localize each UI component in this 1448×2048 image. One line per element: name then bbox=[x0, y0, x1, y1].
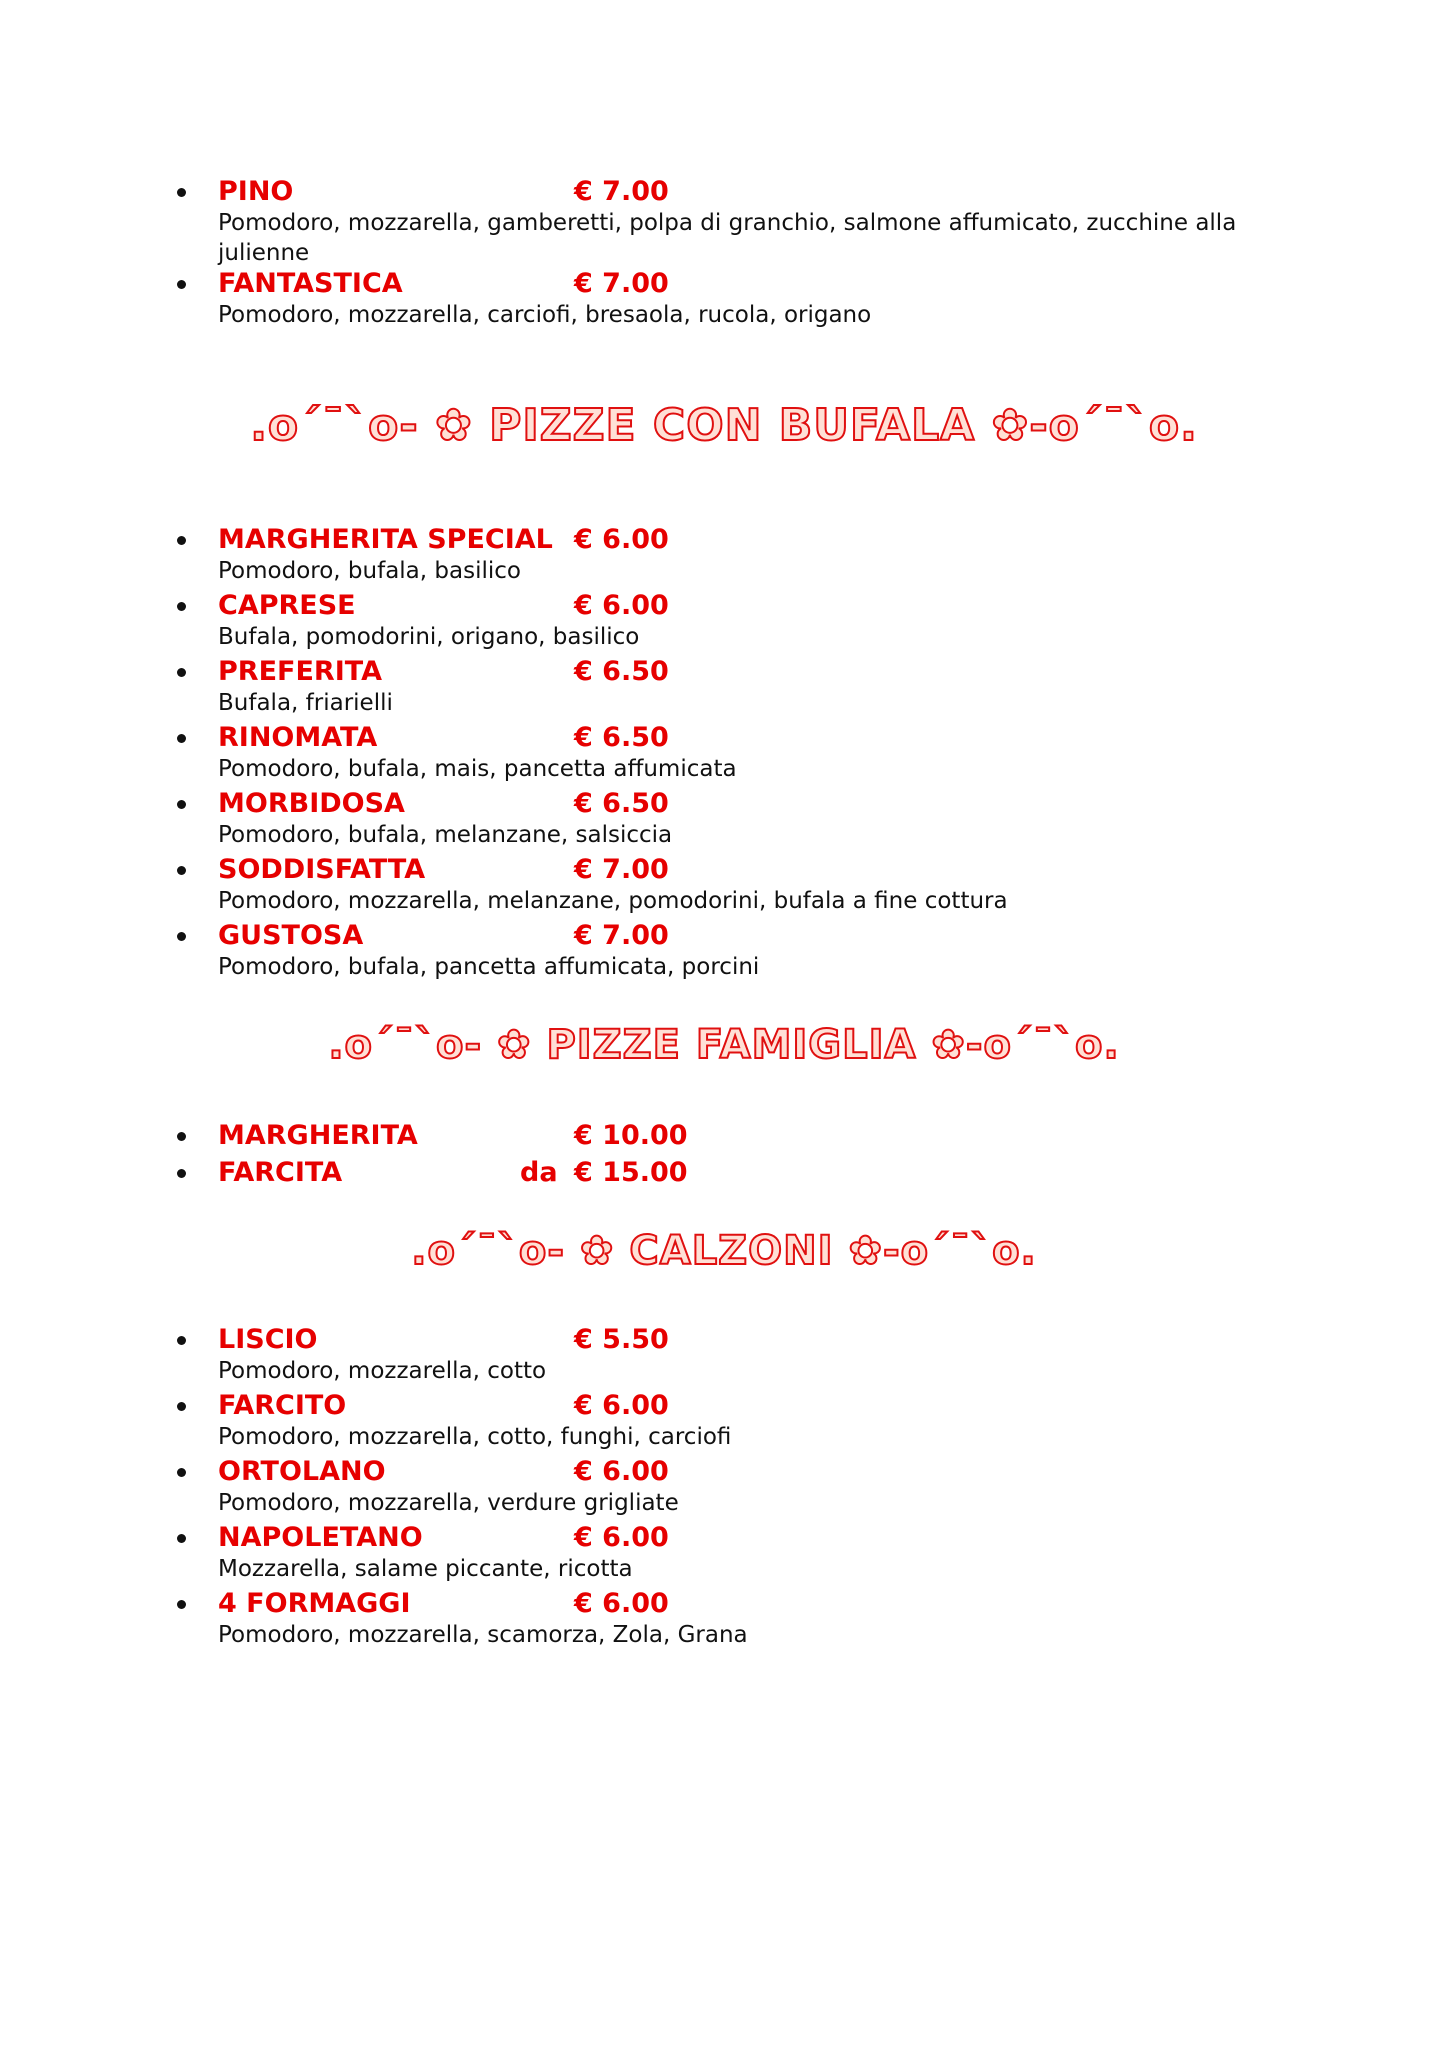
item-price: € 7.00 bbox=[574, 920, 669, 951]
item-price: € 7.00 bbox=[574, 176, 669, 207]
menu-item bbox=[0, 176, 1448, 268]
item-price: € 6.00 bbox=[574, 1390, 669, 1421]
menu-item bbox=[0, 268, 1448, 330]
item-name: FARCITA bbox=[218, 1157, 343, 1188]
bullet-icon bbox=[177, 1534, 186, 1543]
bullet-icon bbox=[177, 1600, 186, 1609]
menu-item bbox=[0, 590, 1448, 656]
menu-item bbox=[0, 1390, 1448, 1456]
item-description: Pomodoro, mozzarella, cotto, funghi, carciofi bbox=[218, 1424, 732, 1450]
item-name: MARGHERITA SPECIAL bbox=[218, 524, 553, 555]
item-price: € 6.50 bbox=[574, 656, 669, 687]
item-description: Mozzarella, salame piccante, ricotta bbox=[218, 1556, 633, 1582]
item-description: Bufala, pomodorini, origano, basilico bbox=[218, 624, 640, 650]
item-name: MORBIDOSA bbox=[218, 788, 405, 819]
menu-item bbox=[0, 722, 1448, 788]
menu-item bbox=[0, 920, 1448, 986]
menu-list-bufala bbox=[0, 524, 1448, 986]
item-price: € 15.00 bbox=[574, 1157, 688, 1188]
item-name: RINOMATA bbox=[218, 722, 378, 753]
bullet-icon bbox=[177, 188, 186, 197]
item-heading bbox=[218, 1390, 669, 1422]
item-price: € 6.50 bbox=[574, 788, 669, 819]
menu-item bbox=[0, 1456, 1448, 1522]
item-price: € 7.00 bbox=[574, 854, 669, 885]
bullet-icon bbox=[177, 734, 186, 743]
bullet-icon bbox=[177, 1169, 186, 1178]
bullet-icon bbox=[177, 1402, 186, 1411]
menu-item bbox=[0, 854, 1448, 920]
item-heading bbox=[218, 1588, 669, 1620]
item-heading bbox=[218, 656, 669, 688]
bullet-icon bbox=[177, 536, 186, 545]
item-heading bbox=[218, 1456, 669, 1488]
item-name: LISCIO bbox=[218, 1324, 318, 1355]
bullet-icon bbox=[177, 280, 186, 289]
item-description: Pomodoro, bufala, mais, pancetta affumicata bbox=[218, 756, 737, 782]
item-description: Pomodoro, mozzarella, cotto bbox=[218, 1358, 547, 1384]
item-price: € 6.00 bbox=[574, 1588, 669, 1619]
section-title-calzoni: .o´¯`o- ✿ CALZONI ✿-o´¯`o. bbox=[411, 1228, 1037, 1274]
bullet-icon bbox=[177, 1336, 186, 1345]
bullet-icon bbox=[177, 668, 186, 677]
item-description: Pomodoro, mozzarella, carciofi, bresaola, rucola, origano bbox=[218, 302, 872, 328]
item-name: FANTASTICA bbox=[218, 268, 403, 299]
item-price: € 6.50 bbox=[574, 722, 669, 753]
menu-item bbox=[0, 524, 1448, 590]
bullet-icon bbox=[177, 602, 186, 611]
item-description: Pomodoro, mozzarella, melanzane, pomodorini, bufala a fine cottura bbox=[218, 888, 1008, 914]
item-description: Bufala, friarielli bbox=[218, 690, 393, 716]
item-description: Pomodoro, mozzarella, verdure grigliate bbox=[218, 1490, 679, 1516]
bullet-icon bbox=[177, 800, 186, 809]
item-name: SODDISFATTA bbox=[218, 854, 426, 885]
item-heading bbox=[218, 1120, 688, 1152]
item-heading bbox=[218, 590, 669, 622]
item-description: Pomodoro, mozzarella, gamberetti, polpa di granchio, salmone affumicato, zucchine alla julienne bbox=[218, 210, 1237, 266]
item-heading bbox=[218, 722, 669, 754]
bullet-icon bbox=[177, 1132, 186, 1141]
item-description: Pomodoro, mozzarella, scamorza, Zola, Grana bbox=[218, 1622, 748, 1648]
item-name: GUSTOSA bbox=[218, 920, 364, 951]
item-heading bbox=[218, 268, 669, 300]
item-price: € 10.00 bbox=[574, 1120, 688, 1151]
item-name: ORTOLANO bbox=[218, 1456, 386, 1487]
bullet-icon bbox=[177, 866, 186, 875]
item-description: Pomodoro, bufala, basilico bbox=[218, 558, 521, 584]
item-heading bbox=[218, 854, 669, 886]
item-price: € 6.00 bbox=[574, 524, 669, 555]
menu-item bbox=[0, 1324, 1448, 1390]
bullet-icon bbox=[177, 932, 186, 941]
item-heading bbox=[218, 1522, 669, 1554]
item-name: FARCITO bbox=[218, 1390, 347, 1421]
menu-item bbox=[0, 1588, 1448, 1654]
menu-list-calzoni bbox=[0, 1324, 1448, 1654]
item-price: € 7.00 bbox=[574, 268, 669, 299]
menu-item bbox=[0, 1157, 1448, 1194]
section-title-bufala: .o´¯`o- ✿ PIZZE CON BUFALA ✿-o´¯`o. bbox=[250, 400, 1198, 451]
menu-list-famiglia bbox=[0, 1120, 1448, 1194]
bullet-icon bbox=[177, 1468, 186, 1477]
menu-list-top bbox=[0, 176, 1448, 330]
item-name: PREFERITA bbox=[218, 656, 382, 687]
item-heading bbox=[218, 920, 669, 952]
item-heading bbox=[218, 788, 669, 820]
item-description: Pomodoro, bufala, pancetta affumicata, porcini bbox=[218, 954, 760, 980]
item-price-prefix: da bbox=[520, 1157, 558, 1188]
item-heading bbox=[218, 176, 669, 208]
item-description: Pomodoro, bufala, melanzane, salsiccia bbox=[218, 822, 673, 848]
menu-item bbox=[0, 1120, 1448, 1157]
item-heading bbox=[218, 524, 669, 556]
item-name: MARGHERITA bbox=[218, 1120, 418, 1151]
item-price: € 6.00 bbox=[574, 1456, 669, 1487]
menu-item bbox=[0, 788, 1448, 854]
item-heading bbox=[218, 1324, 669, 1356]
menu-item bbox=[0, 1522, 1448, 1588]
item-price: € 6.00 bbox=[574, 1522, 669, 1553]
item-name: 4 FORMAGGI bbox=[218, 1588, 411, 1619]
item-name: PINO bbox=[218, 176, 294, 207]
item-name: CAPRESE bbox=[218, 590, 356, 621]
item-price: € 5.50 bbox=[574, 1324, 669, 1355]
menu-item bbox=[0, 656, 1448, 722]
section-title-famiglia: .o´¯`o- ✿ PIZZE FAMIGLIA ✿-o´¯`o. bbox=[328, 1022, 1120, 1068]
item-heading bbox=[218, 1157, 688, 1189]
item-price: € 6.00 bbox=[574, 590, 669, 621]
item-name: NAPOLETANO bbox=[218, 1522, 423, 1553]
